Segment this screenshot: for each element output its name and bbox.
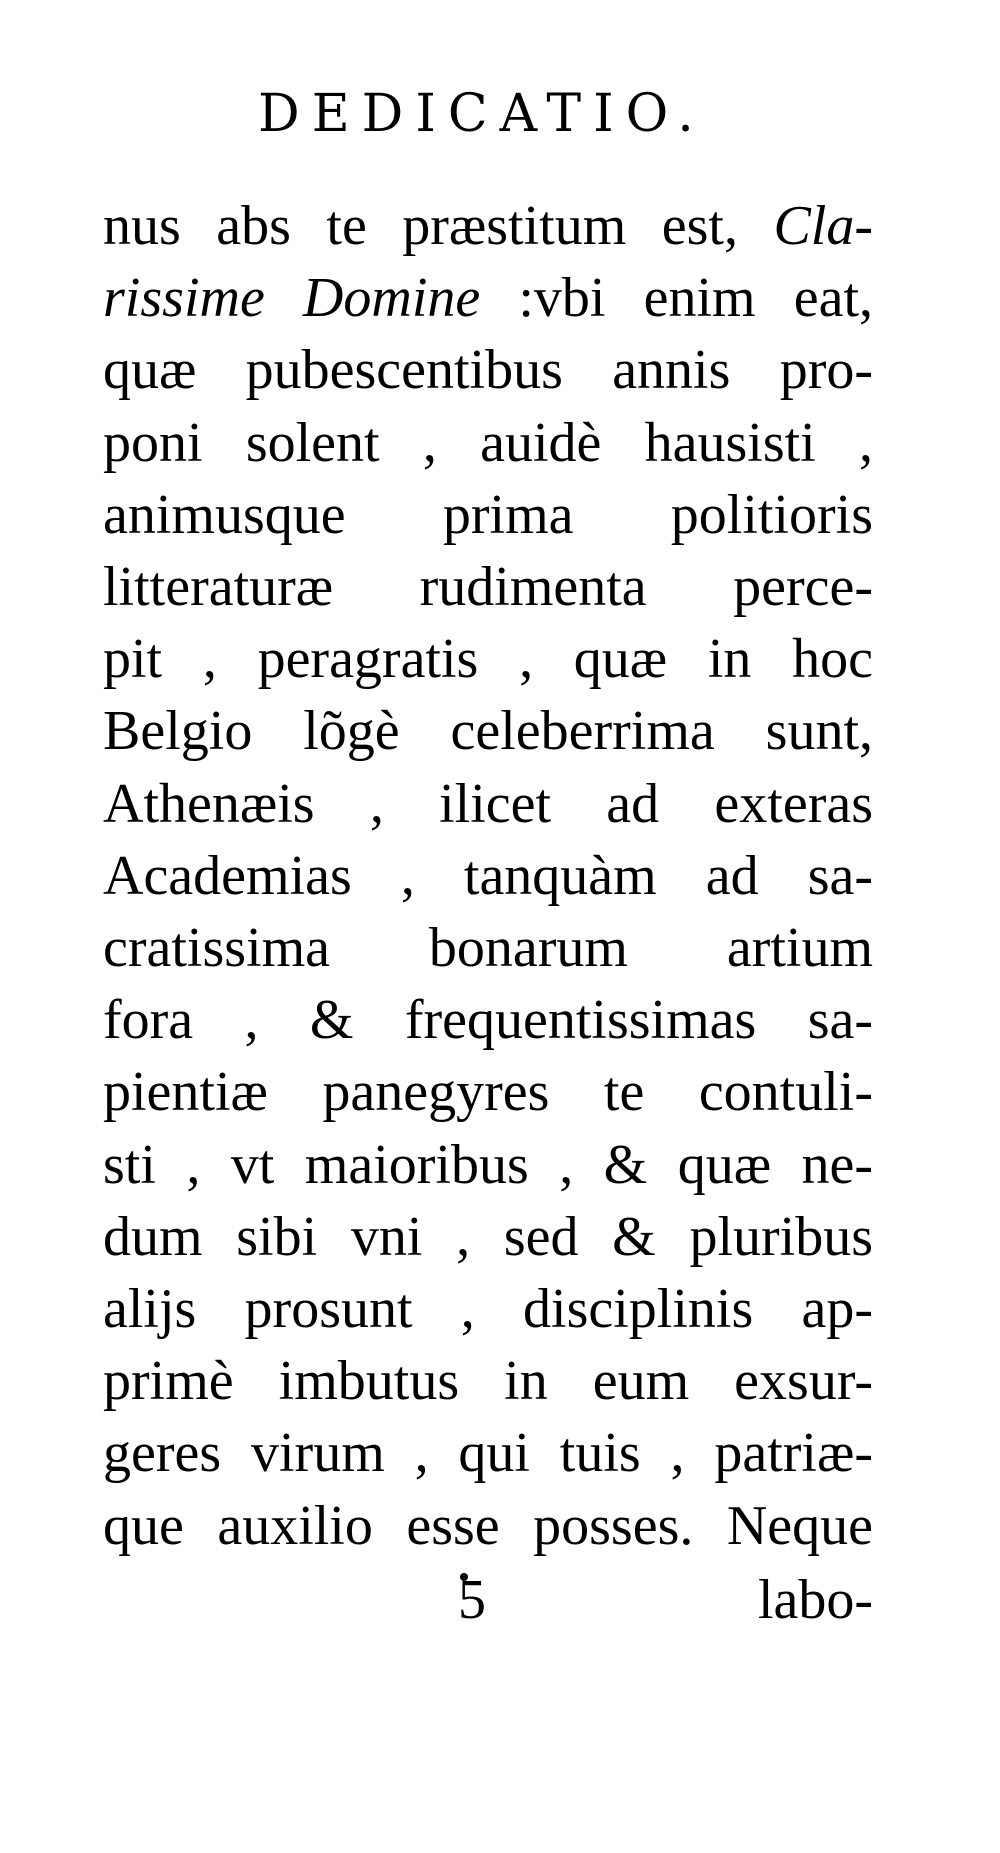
page-footer (103, 1565, 873, 1635)
text-line (103, 407, 873, 479)
text-line (103, 984, 873, 1056)
text-run: :vbi enim eat, (480, 267, 873, 330)
text-run: Athenæis , ilicet ad exteras (103, 772, 873, 835)
text-line (103, 190, 873, 262)
text-run: litteraturæ rudimenta perce- (103, 556, 873, 619)
text-line (103, 623, 873, 695)
text-line (103, 840, 873, 912)
page-header: DEDICATIO. (258, 84, 706, 144)
catchword: labo- (757, 1569, 873, 1631)
text-line (103, 262, 873, 334)
text-run: animusque prima politioris (103, 483, 873, 546)
text-line (103, 1129, 873, 1201)
text-line (103, 1490, 873, 1562)
text-line (103, 1417, 873, 1489)
text-run: que auxilio esse posses. Neque (103, 1494, 873, 1557)
text-run: nus abs te præstitum est, (103, 195, 774, 257)
text-run: poni solent , auidè hausisti , (103, 411, 873, 474)
text-run: cratissima bonarum artium (103, 917, 873, 980)
text-run: sti , vt maioribus , & quæ ne- (103, 1133, 873, 1196)
text-run: pit , peragratis , quæ in hoc (103, 628, 873, 691)
italic-text-run: rissime Domine (103, 267, 481, 330)
text-line (103, 1345, 873, 1417)
text-line (103, 551, 873, 623)
text-run: alijs prosunt , disciplinis ap- (103, 1278, 873, 1341)
text-run: geres virum , qui tuis , patriæ- (103, 1422, 873, 1485)
text-line (103, 912, 873, 984)
signature-mark: 5 (458, 1569, 486, 1631)
italic-text-run: Cla- (773, 195, 873, 257)
text-line (103, 334, 873, 406)
text-run: pientiæ panegyres te contuli- (103, 1061, 873, 1124)
text-line (103, 695, 873, 767)
text-run: Academias , tanquàm ad sa- (103, 844, 873, 907)
body-text (103, 190, 873, 1562)
text-line (103, 1201, 873, 1273)
text-run: Belgio lõgè celeberrima sunt, (103, 700, 873, 763)
text-line (103, 479, 873, 551)
text-run: primè imbutus in eum exsur- (103, 1350, 873, 1413)
text-line (103, 1273, 873, 1345)
text-run: dum sibi vni , sed & pluribus (103, 1205, 873, 1268)
text-line (103, 768, 873, 840)
text-run: fora , & frequentissimas sa- (103, 989, 873, 1052)
text-run: quæ pubescentibus annis pro- (103, 339, 873, 402)
text-line (103, 1056, 873, 1128)
